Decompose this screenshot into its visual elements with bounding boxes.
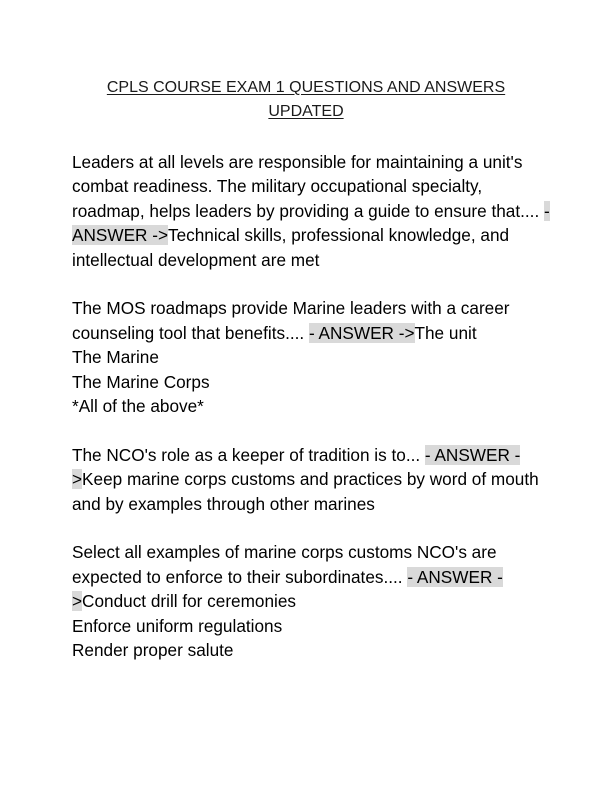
- question-text: Select all examples of marine corps customs NCO's are expected to enforce to their subordinates....: [72, 542, 497, 587]
- answer-line: Render proper salute: [72, 640, 234, 661]
- qa-item: [72, 540, 552, 662]
- answer-marker: - ANSWER ->: [72, 566, 503, 612]
- document-title: [60, 76, 552, 124]
- qa-list: [72, 150, 552, 687]
- answer-text: The unit: [414, 322, 477, 343]
- title-line-1: CPLS COURSE EXAM 1 QUESTIONS AND ANSWERS: [106, 79, 506, 96]
- qa-item: [72, 150, 552, 272]
- qa-item: [72, 296, 552, 418]
- qa-item: [72, 443, 552, 516]
- answer-line: Enforce uniform regulations: [72, 615, 283, 636]
- answer-marker: - ANSWER ->: [72, 444, 521, 490]
- question-text: Leaders at all levels are responsible for maintaining a unit's combat readiness. The military occupational specialty, roadmap, helps leaders by providing a guide to ensure that....: [72, 152, 540, 221]
- answer-text: Conduct drill for ceremonies: [82, 591, 297, 612]
- question-text: The MOS roadmaps provide Marine leaders with a career counseling tool that benefits....: [72, 298, 510, 343]
- answer-text: Keep marine corps customs and practices by word of mouth and by examples through other marines: [72, 469, 539, 514]
- answer-line: The Marine Corps: [72, 371, 210, 392]
- answer-marker: - ANSWER ->: [72, 200, 550, 246]
- answer-line: The Marine: [72, 347, 159, 368]
- question-text: The NCO's role as a keeper of tradition is to...: [72, 444, 421, 465]
- answer-line: *All of the above*: [72, 396, 204, 417]
- answer-text: Technical skills, professional knowledge, and intellectual development are met: [72, 225, 510, 270]
- answer-marker: - ANSWER ->: [308, 322, 415, 343]
- title-line-2: UPDATED: [268, 103, 344, 120]
